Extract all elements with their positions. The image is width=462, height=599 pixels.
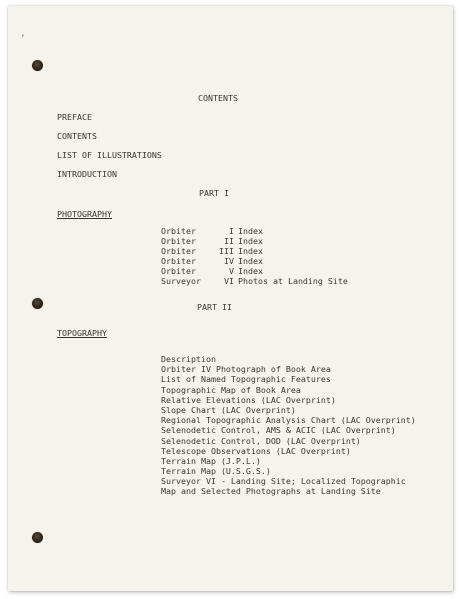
list-item: Selenodetic Control, AMS & ACIC (LAC Overprint) bbox=[161, 425, 396, 436]
list-item: Surveyor VI Photos at Landing Site bbox=[161, 276, 348, 286]
photography-index-list bbox=[161, 226, 348, 286]
corner-mark: ʼ bbox=[20, 34, 26, 44]
list-item: Relative Elevations (LAC Overprint) bbox=[161, 394, 336, 405]
part-one-heading: PART I bbox=[199, 188, 229, 198]
topography-heading: TOPOGRAPHY bbox=[57, 328, 107, 338]
list-item: Map and Selected Photographs at Landing Site bbox=[161, 486, 381, 497]
list-item: Orbiter IV Photograph of Book Area bbox=[161, 364, 331, 375]
part-two-heading: PART II bbox=[197, 302, 232, 312]
list-item: List of Named Topographic Features bbox=[161, 374, 331, 385]
front-matter-preface: PREFACE bbox=[57, 112, 92, 122]
list-item: Orbiter I Index bbox=[161, 226, 263, 236]
binder-hole-top bbox=[32, 60, 43, 71]
document-page bbox=[8, 6, 453, 591]
topography-list bbox=[161, 354, 416, 497]
list-item: Surveyor VI - Landing Site; Localized Topographic bbox=[161, 476, 406, 487]
contents-title: CONTENTS bbox=[198, 93, 238, 103]
list-item: Topographic Map of Book Area bbox=[161, 384, 301, 395]
front-matter-illustrations: LIST OF ILLUSTRATIONS bbox=[57, 150, 162, 160]
list-item: Description bbox=[161, 354, 216, 364]
front-matter-introduction: INTRODUCTION bbox=[57, 169, 117, 179]
binder-hole-bottom bbox=[32, 532, 43, 543]
list-item: Orbiter V Index bbox=[161, 266, 263, 276]
list-item: Orbiter III Index bbox=[161, 246, 263, 256]
list-item: Orbiter IV Index bbox=[161, 256, 263, 266]
list-item: Selenodetic Control, DOD (LAC Overprint) bbox=[161, 435, 361, 446]
front-matter-contents: CONTENTS bbox=[57, 131, 97, 141]
list-item: Orbiter II Index bbox=[161, 236, 263, 246]
photography-heading: PHOTOGRAPHY bbox=[57, 209, 112, 219]
list-item: Terrain Map (U.S.G.S.) bbox=[161, 466, 271, 477]
binder-hole-middle bbox=[32, 298, 43, 309]
list-item: Terrain Map (J.P.L.) bbox=[161, 455, 261, 466]
list-item: Regional Topographic Analysis Chart (LAC Overprint) bbox=[161, 415, 416, 426]
list-item: Slope Chart (LAC Overprint) bbox=[161, 404, 296, 415]
list-item: Telescope Observations (LAC Overprint) bbox=[161, 445, 351, 456]
